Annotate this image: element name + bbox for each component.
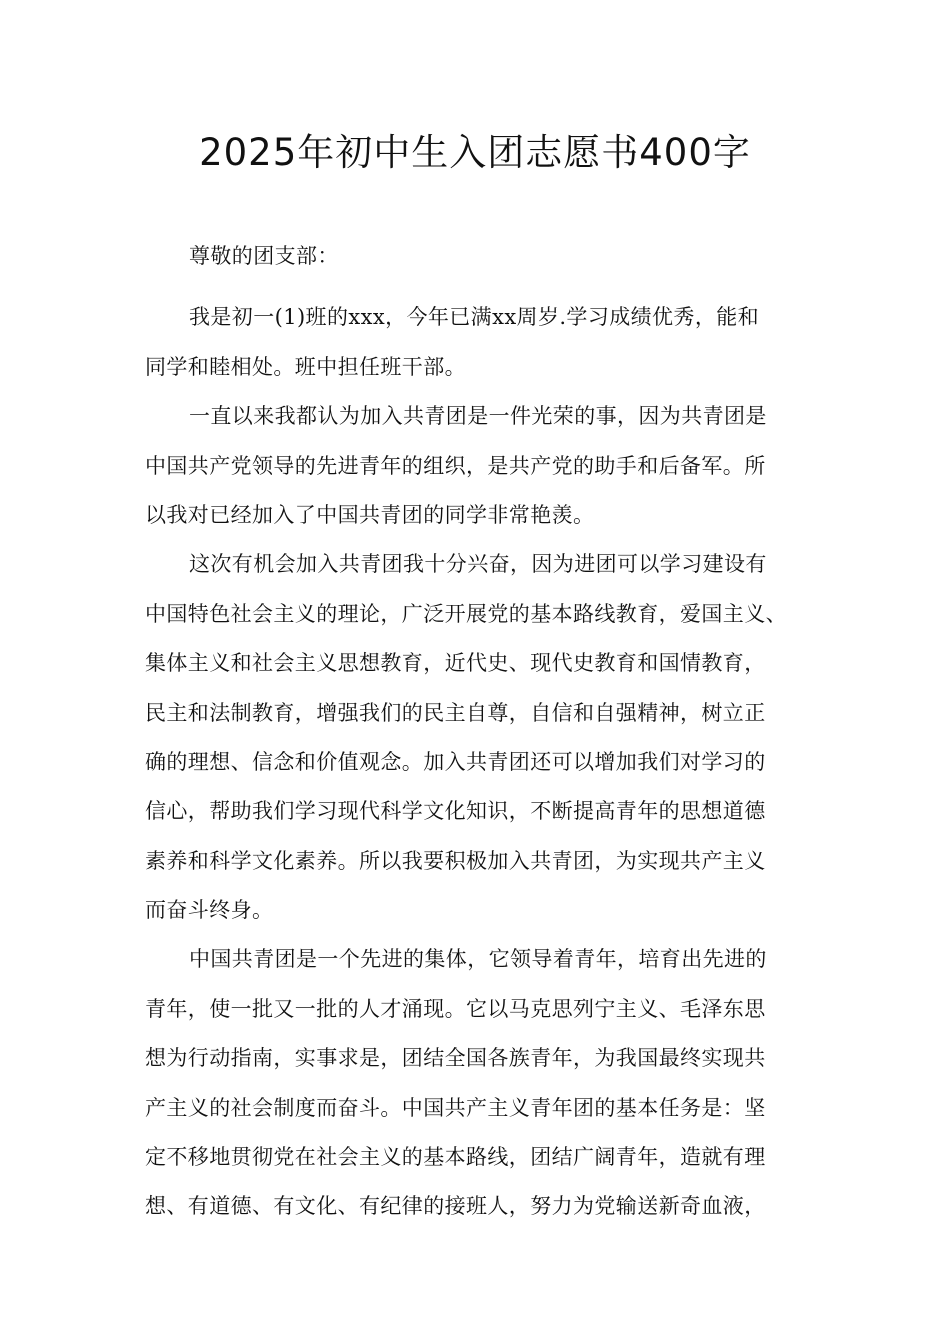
paragraph-line: 素养和科学文化素养。所以我要积极加入共青团，为实现共产主义 xyxy=(145,848,766,873)
paragraph-line: 同学和睦相处。班中担任班干部。 xyxy=(145,354,466,379)
paragraph-line: 信心，帮助我们学习现代科学文化知识，不断提高青年的思想道德 xyxy=(145,799,766,824)
paragraph-line: 青年，使一批又一批的人才涌现。它以马克思列宁主义、毛泽东思 xyxy=(145,996,766,1021)
paragraph-2 xyxy=(145,392,825,540)
salutation: 尊敬的团支部： xyxy=(189,244,339,268)
paragraph-line: 集体主义和社会主义思想教育，近代史、现代史教育和国情教育， xyxy=(145,651,766,676)
paragraph-line: 我是初一(1)班的xxx，今年已满xx周岁.学习成绩优秀，能和 xyxy=(189,305,760,330)
paragraph-line: 而奋斗终身。 xyxy=(145,898,274,923)
document-body xyxy=(145,232,825,1232)
paragraph-line: 中国特色社会主义的理论，广泛开展党的基本路线教育，爱国主义、 xyxy=(145,601,787,626)
paragraph-line: 一直以来我都认为加入共青团是一件光荣的事，因为共青团是 xyxy=(189,404,767,429)
document-title: 2025年初中生入团志愿书400字 xyxy=(199,131,751,174)
paragraph-line: 确的理想、信念和价值观念。加入共青团还可以增加我们对学习的 xyxy=(145,749,766,774)
paragraph-1 xyxy=(145,293,825,392)
paragraph-line: 中国共青团是一个先进的集体，它领导着青年，培育出先进的 xyxy=(189,947,767,972)
paragraph-line: 想、有道德、有文化、有纪律的接班人，努力为党输送新奇血液， xyxy=(145,1194,766,1219)
paragraph-4 xyxy=(145,935,825,1231)
paragraph-line: 这次有机会加入共青团我十分兴奋，因为进团可以学习建设有 xyxy=(189,552,767,577)
paragraph-3 xyxy=(145,540,825,935)
paragraph-line: 中国共产党领导的先进青年的组织，是共产党的助手和后备军。所 xyxy=(145,453,766,478)
paragraph-line: 想为行动指南，实事求是，团结全国各族青年，为我国最终实现共 xyxy=(145,1046,766,1071)
paragraph-line: 定不移地贯彻党在社会主义的基本路线，团结广阔青年，造就有理 xyxy=(145,1145,766,1170)
paragraph-line: 产主义的社会制度而奋斗。中国共产主义青年团的基本任务是：坚 xyxy=(145,1095,766,1120)
paragraph-line: 民主和法制教育，增强我们的民主自尊，自信和自强精神，树立正 xyxy=(145,700,766,725)
paragraph-line: 以我对已经加入了中国共青团的同学非常艳羡。 xyxy=(145,502,595,527)
